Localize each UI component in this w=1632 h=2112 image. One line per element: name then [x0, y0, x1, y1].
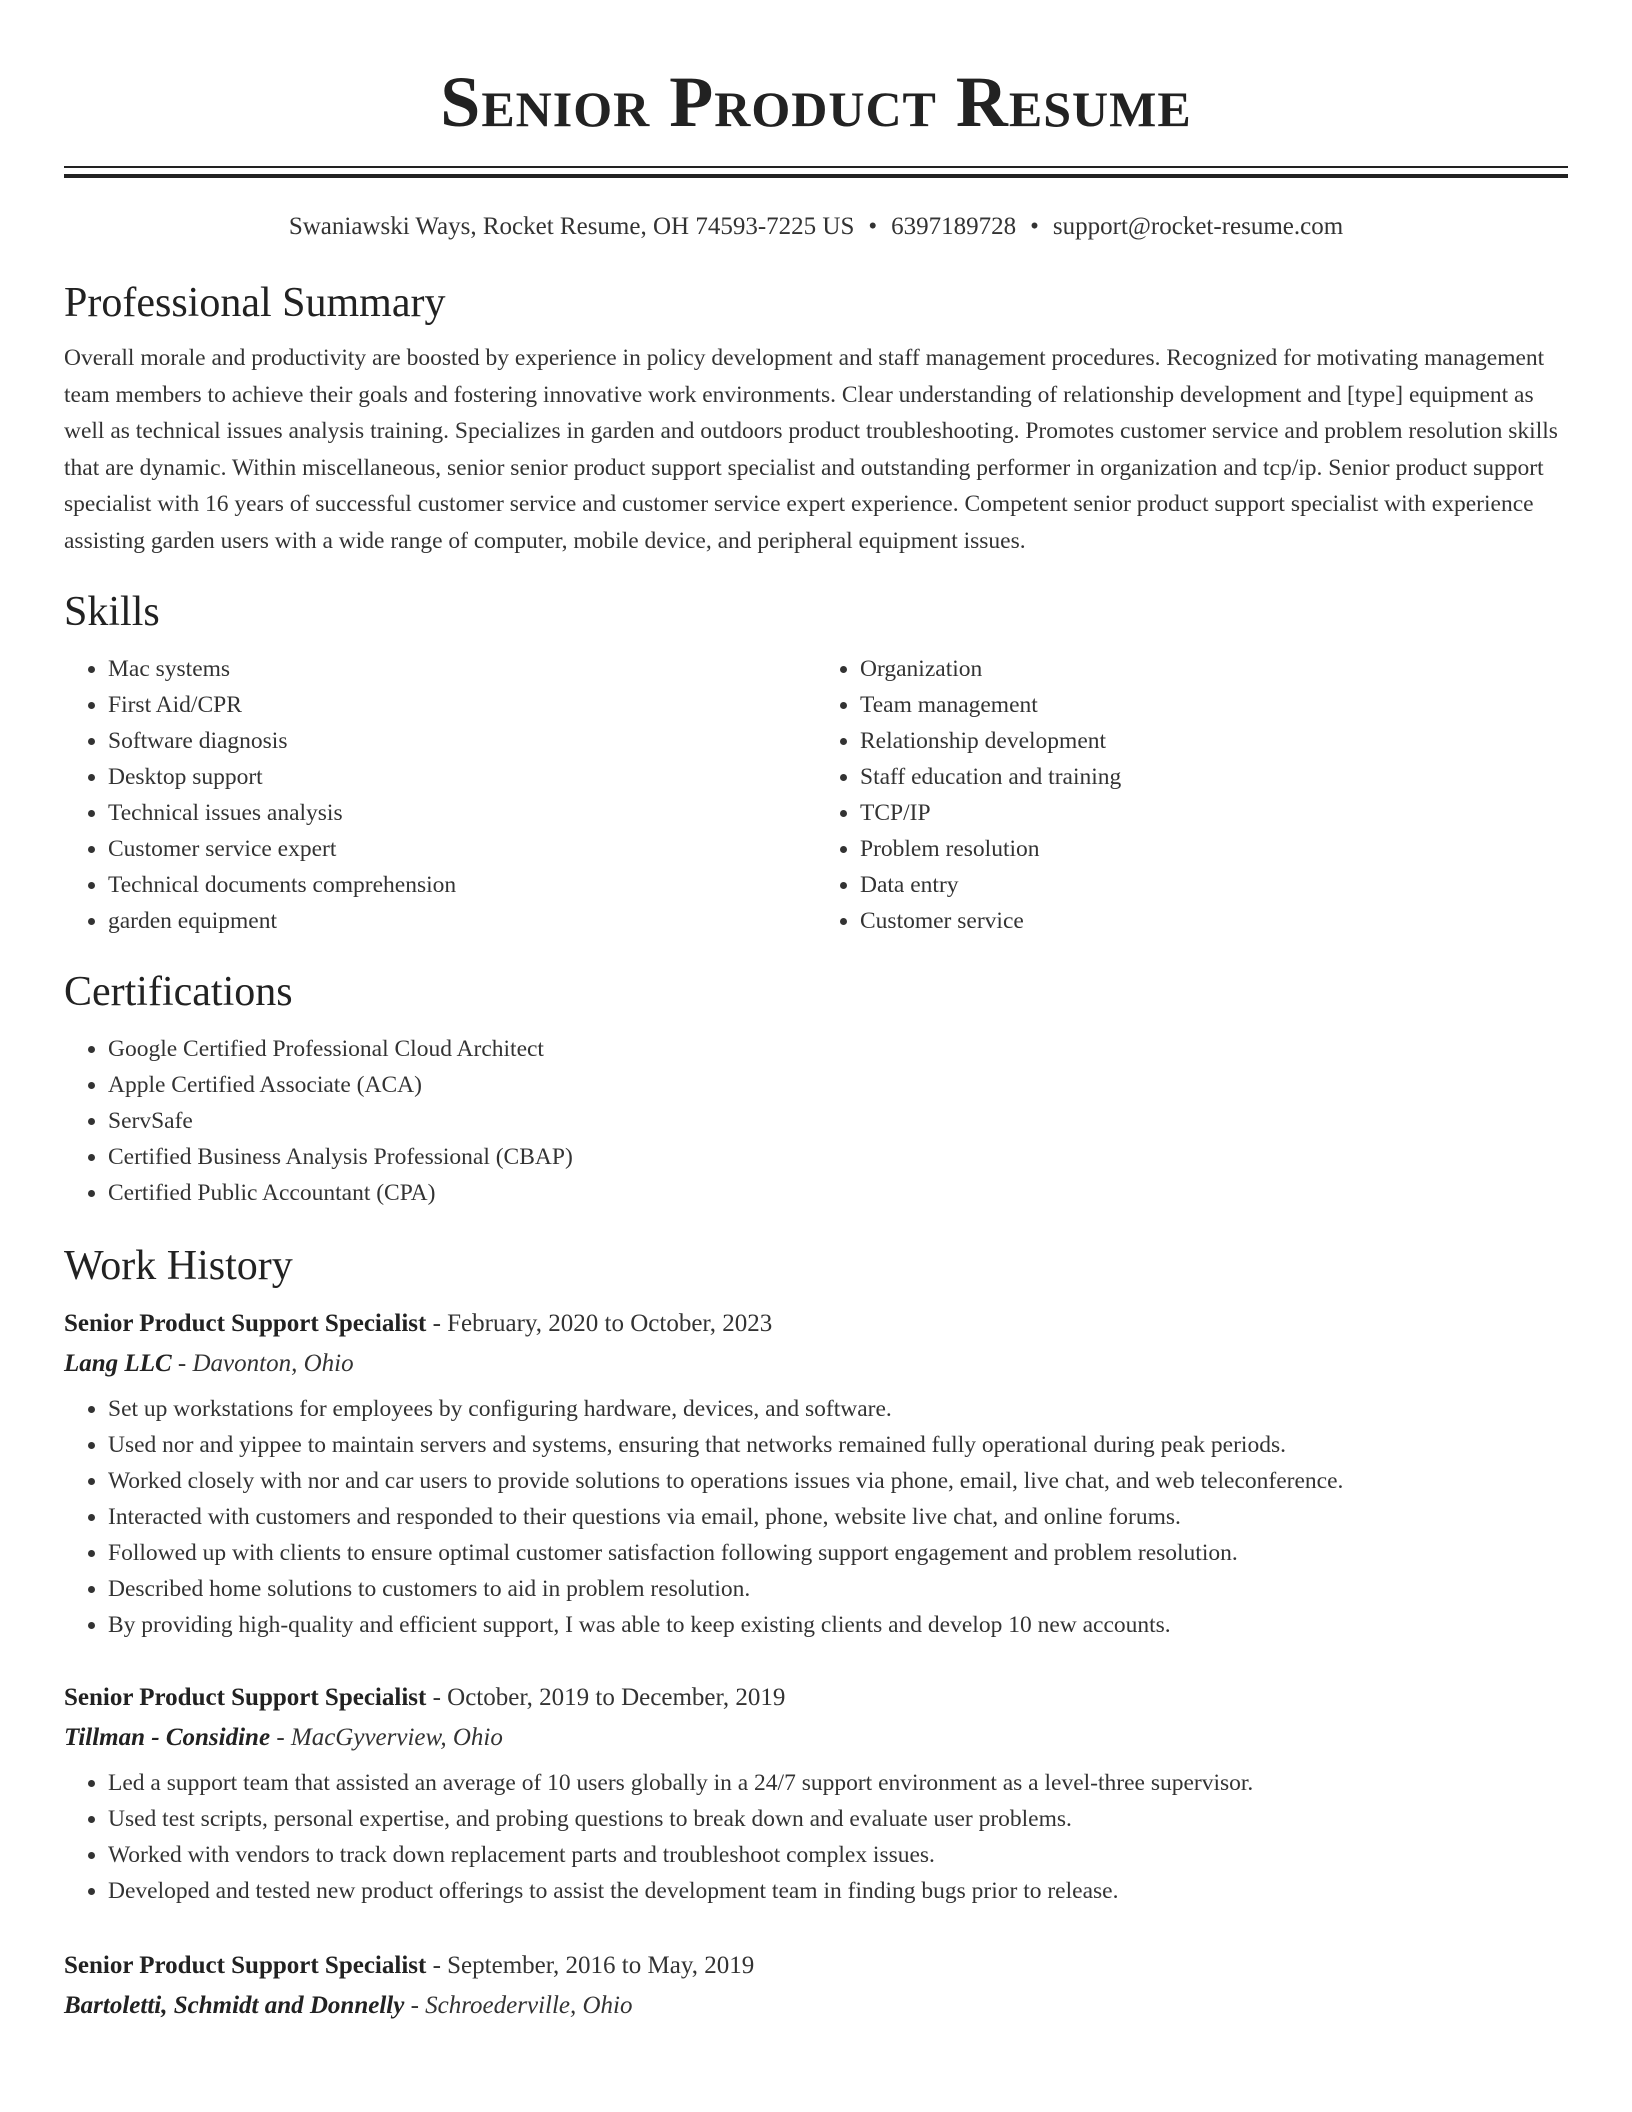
- job-company: Lang LLC: [64, 1350, 172, 1377]
- job-location: - Schroederville, Ohio: [404, 1992, 633, 2019]
- certification-item: • Certified Business Analysis Professional (CBAP): [108, 1139, 1568, 1175]
- skills-columns: [64, 651, 1568, 939]
- resume-title: Senior Product Resume: [440, 62, 1192, 142]
- skill-item: • Data entry: [860, 867, 1568, 903]
- skill-item: • Problem resolution: [860, 831, 1568, 867]
- job-bullet: • Used nor and yippee to maintain servers and systems, ensuring that networks remained fully operational during peak periods.: [108, 1427, 1568, 1463]
- job-bullet: • Worked closely with nor and car users to provide solutions to operations issues via phone, email, live chat, and web teleconference.: [108, 1463, 1568, 1499]
- certification-item: • ServSafe: [108, 1103, 1568, 1139]
- job-bullet: • Led a support team that assisted an average of 10 users globally in a 24/7 support environment as a level-three supervisor.: [108, 1765, 1568, 1801]
- title-divider-thick: [64, 174, 1568, 178]
- contact-line: [64, 212, 1568, 242]
- contact-phone: 6397189728: [891, 213, 1017, 240]
- job-title-line: [64, 1309, 1568, 1339]
- skill-item: • Desktop support: [108, 759, 816, 795]
- certification-item: • Google Certified Professional Cloud Architect: [108, 1031, 1568, 1067]
- skills-list-right: [816, 651, 1568, 939]
- contact-separator: •: [1030, 213, 1039, 240]
- job-company: Bartoletti, Schmidt and Donnelly: [64, 1992, 405, 2019]
- skill-item: • TCP/IP: [860, 795, 1568, 831]
- skill-item: • Customer service: [860, 903, 1568, 939]
- title-divider-thin: [64, 166, 1568, 168]
- skill-item: • Technical documents comprehension: [108, 867, 816, 903]
- job-bullet: • Developed and tested new product offerings to assist the development team in finding bugs prior to release.: [108, 1873, 1568, 1909]
- contact-separator: •: [868, 213, 878, 240]
- job-role: Senior Product Support Specialist: [64, 1952, 427, 1979]
- skill-item: • Technical issues analysis: [108, 795, 816, 831]
- job-company-line: [64, 1349, 1568, 1379]
- section-heading-certifications: Certifications: [64, 969, 293, 1015]
- skill-item: • Organization: [860, 651, 1568, 687]
- job-dates: - February, 2020 to October, 2023: [426, 1310, 773, 1337]
- skill-item: • Customer service expert: [108, 831, 816, 867]
- job-entry: [64, 1951, 1568, 2021]
- job-company: Tillman - Considine: [64, 1724, 271, 1751]
- skill-item: • Mac systems: [108, 651, 816, 687]
- job-company-line: [64, 1991, 1568, 2021]
- job-bullet: • Worked with vendors to track down replacement parts and troubleshoot complex issues.: [108, 1837, 1568, 1873]
- job-entry: [64, 1683, 1568, 1909]
- section-heading-skills: Skills: [64, 589, 160, 635]
- job-bullet-list: [64, 1765, 1568, 1909]
- resume-page: [64, 0, 1568, 2021]
- job-bullet: • Set up workstations for employees by configuring hardware, devices, and software.: [108, 1391, 1568, 1427]
- certification-item: • Apple Certified Associate (ACA): [108, 1067, 1568, 1103]
- contact-address: Swaniawski Ways, Rocket Resume, OH 74593-7225 US: [288, 213, 855, 240]
- job-location: - MacGyverview, Ohio: [270, 1724, 503, 1751]
- job-dates: - September, 2016 to May, 2019: [426, 1952, 755, 1979]
- certifications-list: [64, 1031, 1568, 1211]
- section-heading-work-history: Work History: [64, 1243, 293, 1289]
- skills-list-left: [64, 651, 816, 939]
- skill-item: • Relationship development: [860, 723, 1568, 759]
- summary-text: Overall morale and productivity are boosted by experience in policy development and staff management procedures. Recognized for motivating management team members to achieve their goals and fostering innovative work environments. Clear understanding of relationship development and [type] equipment as well as technical issues analysis training. Specializes in garden and outdoors product troubleshooting. Promotes customer service and problem resolution skills that are dynamic. Within miscellaneous, senior senior product support specialist and outstanding performer in organization and tcp/ip. Senior product support specialist with 16 years of successful customer service and customer service expert experience. Competent senior product support specialist with experience assisting garden users with a wide range of computer, mobile device, and peripheral equipment issues.: [64, 345, 1558, 554]
- section-heading-summary: Professional Summary: [64, 280, 446, 326]
- job-title-line: [64, 1683, 1568, 1713]
- job-company-line: [64, 1723, 1568, 1753]
- skill-item: • First Aid/CPR: [108, 687, 816, 723]
- job-role: Senior Product Support Specialist: [64, 1684, 427, 1711]
- job-location: - Davonton, Ohio: [171, 1350, 354, 1377]
- job-bullet-list: [64, 1391, 1568, 1643]
- skill-item: • Software diagnosis: [108, 723, 816, 759]
- job-bullet: • Described home solutions to customers to aid in problem resolution.: [108, 1571, 1568, 1607]
- job-bullet: • Followed up with clients to ensure optimal customer satisfaction following support engagement and problem resolution.: [108, 1535, 1568, 1571]
- certification-item: • Certified Public Accountant (CPA): [108, 1175, 1568, 1211]
- job-entry: [64, 1309, 1568, 1643]
- job-role: Senior Product Support Specialist: [64, 1310, 427, 1337]
- skill-item: • Staff education and training: [860, 759, 1568, 795]
- job-dates: - October, 2019 to December, 2019: [426, 1684, 786, 1711]
- job-bullet: • Used test scripts, personal expertise, and probing questions to break down and evaluate user problems.: [108, 1801, 1568, 1837]
- skill-item: • Team management: [860, 687, 1568, 723]
- skill-item: • garden equipment: [108, 903, 816, 939]
- job-bullet: • Interacted with customers and responded to their questions via email, phone, website live chat, and online forums.: [108, 1499, 1568, 1535]
- job-bullet: • By providing high-quality and efficient support, I was able to keep existing clients and develop 10 new accounts.: [108, 1607, 1568, 1643]
- contact-email: support@rocket-resume.com: [1052, 213, 1344, 240]
- job-title-line: [64, 1951, 1568, 1981]
